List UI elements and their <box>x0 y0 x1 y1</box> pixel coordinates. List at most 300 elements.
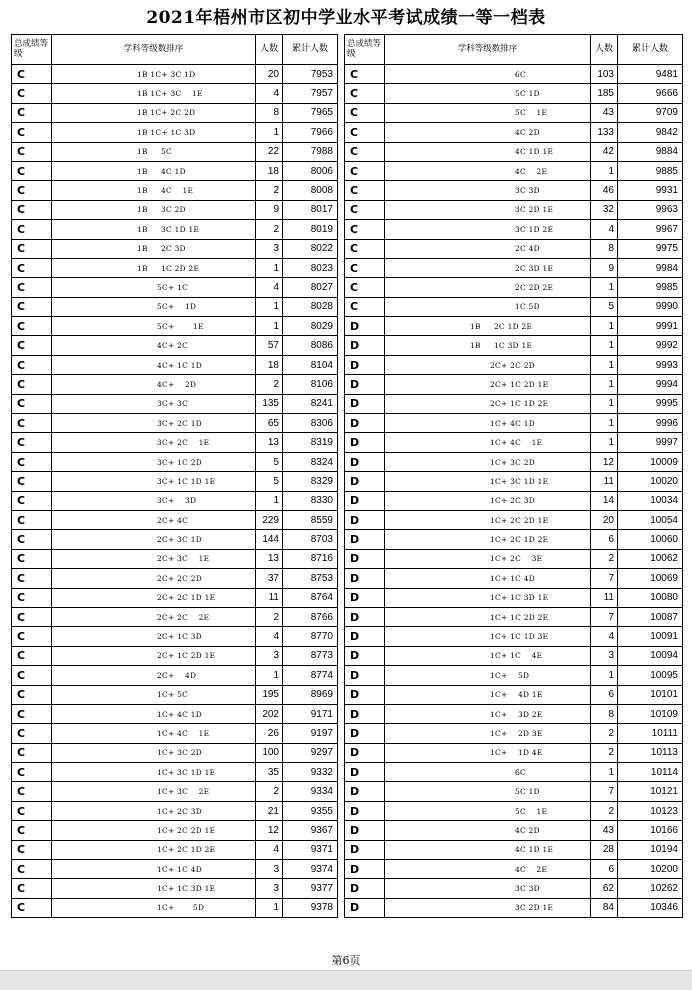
grade-cell: C <box>12 782 52 801</box>
combo-text: 1C+ 4C 1D <box>157 709 202 719</box>
cumulative-cell: 10123 <box>618 801 683 820</box>
combo-text: 1C+ 2C 3D <box>490 496 535 506</box>
cumulative-cell: 9709 <box>618 103 683 122</box>
cumulative-cell: 8773 <box>283 646 338 665</box>
table-row <box>345 258 683 277</box>
table-row <box>12 336 338 355</box>
grade-cell: C <box>12 763 52 782</box>
combo-cell <box>385 239 591 258</box>
count-cell: 3 <box>256 239 283 258</box>
count-cell: 11 <box>591 472 618 491</box>
cumulative-cell: 9885 <box>618 161 683 180</box>
count-cell: 1 <box>256 898 283 917</box>
count-cell: 13 <box>256 549 283 568</box>
header-grade: 总成绩等级 <box>345 35 385 65</box>
table-row <box>345 782 683 801</box>
grade-cell: C <box>345 239 385 258</box>
grade-cell: D <box>345 549 385 568</box>
table-row <box>345 239 683 258</box>
table-row <box>12 549 338 568</box>
combo-text: 1B 5C <box>137 147 172 157</box>
combo-cell <box>52 646 256 665</box>
combo-cell <box>385 452 591 471</box>
table-row <box>345 763 683 782</box>
cumulative-cell: 10087 <box>618 607 683 626</box>
combo-text: 3C+ 3D <box>157 496 197 506</box>
cumulative-cell: 8029 <box>283 317 338 336</box>
cumulative-cell: 7965 <box>283 103 338 122</box>
combo-text: 1C+ 3C 2D <box>490 457 535 467</box>
table-row <box>12 297 338 316</box>
combo-text: 3C 3D <box>515 186 540 196</box>
grade-cell: D <box>345 588 385 607</box>
count-cell: 65 <box>256 414 283 433</box>
combo-cell <box>385 433 591 452</box>
count-cell: 229 <box>256 510 283 529</box>
table-row <box>12 414 338 433</box>
table-row <box>345 549 683 568</box>
combo-cell <box>52 336 256 355</box>
combo-text: 1B 1C+ 2C 2D <box>137 108 196 118</box>
grade-cell: D <box>345 530 385 549</box>
table-row <box>12 123 338 142</box>
combo-text: 1C+ 4C 1E <box>157 728 210 738</box>
count-cell: 3 <box>591 646 618 665</box>
grade-cell: C <box>345 142 385 161</box>
cumulative-cell: 9355 <box>283 801 338 820</box>
rank-table-right <box>344 34 683 918</box>
combo-text: 1C+ 1C 3D 1E <box>157 884 216 894</box>
count-cell: 1 <box>591 763 618 782</box>
cumulative-cell: 8969 <box>283 685 338 704</box>
combo-cell <box>52 239 256 258</box>
combo-text: 1C+ 3C 1D 1E <box>157 767 216 777</box>
cumulative-cell: 8017 <box>283 200 338 219</box>
combo-text: 1B 3C 1D 1E <box>137 224 200 234</box>
cumulative-cell: 10020 <box>618 472 683 491</box>
combo-text: 4C+ 1C 1D <box>157 360 202 370</box>
cumulative-cell: 8104 <box>283 355 338 374</box>
count-cell: 1 <box>256 317 283 336</box>
count-cell: 8 <box>591 704 618 723</box>
combo-cell <box>52 685 256 704</box>
grade-cell: C <box>345 297 385 316</box>
table-row <box>12 782 338 801</box>
cumulative-cell: 9197 <box>283 724 338 743</box>
cumulative-cell: 10095 <box>618 666 683 685</box>
count-cell: 1 <box>591 394 618 413</box>
cumulative-cell: 9992 <box>618 336 683 355</box>
table-row <box>345 860 683 879</box>
combo-cell <box>385 821 591 840</box>
combo-cell <box>385 472 591 491</box>
table-row <box>12 821 338 840</box>
cumulative-cell: 8028 <box>283 297 338 316</box>
grade-cell: C <box>345 258 385 277</box>
count-cell: 4 <box>591 627 618 646</box>
combo-cell <box>52 801 256 820</box>
table-row <box>345 724 683 743</box>
grade-cell: D <box>345 452 385 471</box>
table-row <box>345 84 683 103</box>
count-cell: 26 <box>256 724 283 743</box>
table-row <box>12 142 338 161</box>
table-row <box>345 65 683 84</box>
combo-text: 1B 2C 3D <box>137 244 186 254</box>
cumulative-cell: 10034 <box>618 491 683 510</box>
grade-cell: C <box>12 297 52 316</box>
page-number: 第6页 <box>331 954 361 967</box>
count-cell: 9 <box>591 258 618 277</box>
cumulative-cell: 9967 <box>618 220 683 239</box>
count-cell: 2 <box>591 724 618 743</box>
combo-cell <box>52 588 256 607</box>
cumulative-cell: 10194 <box>618 840 683 859</box>
grade-cell: D <box>345 510 385 529</box>
combo-cell <box>52 394 256 413</box>
table-row <box>12 472 338 491</box>
count-cell: 4 <box>256 840 283 859</box>
count-cell: 12 <box>256 821 283 840</box>
combo-cell <box>52 840 256 859</box>
combo-text: 4C 2E <box>515 864 548 874</box>
grade-cell: C <box>12 607 52 626</box>
cumulative-cell: 8716 <box>283 549 338 568</box>
combo-text: 2C+ 2C 2D <box>490 360 535 370</box>
cumulative-cell: 10060 <box>618 530 683 549</box>
combo-text: 1B 1C+ 3C 1D <box>137 69 196 79</box>
table-row <box>12 879 338 898</box>
combo-text: 5C 1E <box>515 806 548 816</box>
count-cell: 46 <box>591 181 618 200</box>
table-row <box>345 491 683 510</box>
grade-cell: D <box>345 821 385 840</box>
grade-cell: C <box>345 84 385 103</box>
combo-cell <box>52 510 256 529</box>
count-cell: 6 <box>591 530 618 549</box>
count-cell: 1 <box>591 317 618 336</box>
grade-cell: C <box>12 724 52 743</box>
combo-text: 5C 1E <box>515 108 548 118</box>
combo-cell <box>52 763 256 782</box>
count-cell: 5 <box>591 297 618 316</box>
table-row <box>12 704 338 723</box>
table-row <box>12 375 338 394</box>
combo-cell <box>52 414 256 433</box>
combo-text: 4C 1D 1E <box>515 845 554 855</box>
count-cell: 195 <box>256 685 283 704</box>
table-row <box>345 607 683 626</box>
grade-cell: C <box>12 646 52 665</box>
combo-cell <box>52 278 256 297</box>
cumulative-cell: 10101 <box>618 685 683 704</box>
combo-cell <box>52 472 256 491</box>
combo-cell <box>385 510 591 529</box>
count-cell: 22 <box>256 142 283 161</box>
combo-text: 1C+ 1C 4D <box>490 573 535 583</box>
combo-cell <box>385 666 591 685</box>
combo-text: 4C 2D <box>515 127 540 137</box>
count-cell: 2 <box>591 743 618 762</box>
combo-text: 5C 1D <box>515 787 540 797</box>
combo-cell <box>385 549 591 568</box>
grade-cell: C <box>12 200 52 219</box>
table-row <box>345 704 683 723</box>
table-row <box>12 763 338 782</box>
table-row <box>12 569 338 588</box>
grade-cell: C <box>12 258 52 277</box>
table-row <box>12 181 338 200</box>
combo-cell <box>52 821 256 840</box>
count-cell: 8 <box>591 239 618 258</box>
combo-cell <box>52 452 256 471</box>
count-cell: 4 <box>256 84 283 103</box>
count-cell: 20 <box>256 65 283 84</box>
cumulative-cell: 10054 <box>618 510 683 529</box>
combo-cell <box>52 161 256 180</box>
combo-text: 1C+ 2C 1D 2E <box>490 535 549 545</box>
count-cell: 1 <box>591 666 618 685</box>
table-row <box>345 840 683 859</box>
combo-cell <box>52 433 256 452</box>
combo-cell <box>385 627 591 646</box>
table-row <box>12 220 338 239</box>
cumulative-cell: 9332 <box>283 763 338 782</box>
combo-text: 1C+ 4C 1D <box>490 418 535 428</box>
combo-cell <box>52 879 256 898</box>
grade-cell: C <box>12 549 52 568</box>
combo-text: 2C+ 2C 1D 1E <box>157 593 216 603</box>
grade-cell: C <box>12 278 52 297</box>
combo-cell <box>52 65 256 84</box>
table-row <box>12 646 338 665</box>
cumulative-cell: 10200 <box>618 860 683 879</box>
count-cell: 57 <box>256 336 283 355</box>
combo-cell <box>385 840 591 859</box>
table-row <box>345 452 683 471</box>
cumulative-cell: 10094 <box>618 646 683 665</box>
combo-cell <box>385 724 591 743</box>
combo-text: 1C+ 2C 3E <box>490 554 543 564</box>
combo-cell <box>52 142 256 161</box>
cumulative-cell: 9990 <box>618 297 683 316</box>
grade-cell: D <box>345 433 385 452</box>
grade-cell: C <box>12 588 52 607</box>
table-row <box>12 491 338 510</box>
combo-text: 2C+ 4C <box>157 515 189 525</box>
cumulative-cell: 9842 <box>618 123 683 142</box>
count-cell: 2 <box>256 220 283 239</box>
cumulative-cell: 8106 <box>283 375 338 394</box>
table-row <box>345 588 683 607</box>
grade-cell: D <box>345 569 385 588</box>
grade-cell: C <box>12 627 52 646</box>
count-cell: 100 <box>256 743 283 762</box>
combo-text: 2C+ 3C 1E <box>157 554 210 564</box>
cumulative-cell: 8559 <box>283 510 338 529</box>
combo-cell <box>385 801 591 820</box>
combo-text: 1B 4C 1E <box>137 186 194 196</box>
table-row <box>345 685 683 704</box>
cumulative-cell: 8319 <box>283 433 338 452</box>
combo-cell <box>385 394 591 413</box>
header-combo: 学科等级数排序 <box>52 35 256 65</box>
table-row <box>12 84 338 103</box>
count-cell: 1 <box>256 123 283 142</box>
combo-cell <box>385 782 591 801</box>
combo-text: 1C+ 3C 1D 1E <box>490 476 549 486</box>
cumulative-cell: 9994 <box>618 375 683 394</box>
combo-text: 2C 4D <box>515 244 540 254</box>
table-row <box>345 123 683 142</box>
cumulative-cell: 9985 <box>618 278 683 297</box>
combo-cell <box>385 161 591 180</box>
combo-cell <box>52 666 256 685</box>
combo-text: 1C+ 1C 1D 3E <box>490 632 549 642</box>
cumulative-cell: 9297 <box>283 743 338 762</box>
table-row <box>12 801 338 820</box>
header-combo: 学科等级数排序 <box>385 35 591 65</box>
grade-cell: D <box>345 491 385 510</box>
count-cell: 84 <box>591 898 618 917</box>
grade-cell: D <box>345 414 385 433</box>
count-cell: 8 <box>256 103 283 122</box>
grade-cell: D <box>345 666 385 685</box>
combo-cell <box>385 704 591 723</box>
grade-cell: C <box>345 200 385 219</box>
combo-cell <box>52 84 256 103</box>
combo-text: 5C+ 1C <box>157 282 189 292</box>
combo-text: 2C+ 1C 3D <box>157 632 202 642</box>
table-row <box>12 510 338 529</box>
combo-cell <box>385 200 591 219</box>
grade-cell: C <box>345 103 385 122</box>
grade-cell: C <box>12 103 52 122</box>
cumulative-cell: 9374 <box>283 860 338 879</box>
grade-cell: D <box>345 336 385 355</box>
combo-text: 1B 1C+ 1C 3D <box>137 127 196 137</box>
combo-text: 2C 2D 2E <box>515 282 554 292</box>
combo-text: 1C+ 4D 1E <box>490 690 543 700</box>
table-row <box>12 724 338 743</box>
combo-cell <box>385 278 591 297</box>
combo-cell <box>385 898 591 917</box>
combo-text: 3C+ 1C 1D 1E <box>157 476 216 486</box>
table-row <box>345 433 683 452</box>
cumulative-cell: 9993 <box>618 355 683 374</box>
cumulative-cell: 8753 <box>283 569 338 588</box>
cumulative-cell: 8774 <box>283 666 338 685</box>
combo-cell <box>52 704 256 723</box>
table-row <box>12 898 338 917</box>
cumulative-cell: 8008 <box>283 181 338 200</box>
combo-cell <box>385 65 591 84</box>
table-row <box>345 161 683 180</box>
cumulative-cell: 7966 <box>283 123 338 142</box>
combo-text: 1C+ 3C 2E <box>157 787 210 797</box>
count-cell: 42 <box>591 142 618 161</box>
grade-cell: D <box>345 472 385 491</box>
count-cell: 2 <box>256 375 283 394</box>
combo-text: 1C+ 1C 2D 2E <box>490 612 549 622</box>
table-row <box>12 317 338 336</box>
table-row <box>12 65 338 84</box>
cumulative-cell: 9666 <box>618 84 683 103</box>
cumulative-cell: 10262 <box>618 879 683 898</box>
grade-cell: D <box>345 646 385 665</box>
combo-text: 4C 2E <box>515 166 548 176</box>
combo-cell <box>385 103 591 122</box>
combo-text: 4C+ 2C <box>157 341 189 351</box>
combo-text: 3C+ 3C <box>157 399 189 409</box>
grade-cell: D <box>345 607 385 626</box>
count-cell: 1 <box>256 491 283 510</box>
grade-cell: D <box>345 724 385 743</box>
count-cell: 1 <box>256 297 283 316</box>
table-row <box>12 666 338 685</box>
count-cell: 62 <box>591 879 618 898</box>
count-cell: 4 <box>591 220 618 239</box>
combo-cell <box>52 549 256 568</box>
combo-cell <box>52 607 256 626</box>
combo-cell <box>52 375 256 394</box>
combo-text: 5C+ 1D <box>157 302 197 312</box>
grade-cell: C <box>12 743 52 762</box>
grade-cell: C <box>12 704 52 723</box>
table-header-row <box>345 35 683 65</box>
table-row <box>12 258 338 277</box>
cumulative-cell: 9884 <box>618 142 683 161</box>
table-row <box>345 666 683 685</box>
count-cell: 103 <box>591 65 618 84</box>
cumulative-cell: 8027 <box>283 278 338 297</box>
combo-text: 1C+ 1C 4D <box>157 864 202 874</box>
combo-cell <box>52 743 256 762</box>
count-cell: 1 <box>591 433 618 452</box>
table-row <box>12 530 338 549</box>
count-cell: 21 <box>256 801 283 820</box>
table-row <box>345 801 683 820</box>
cumulative-cell: 8019 <box>283 220 338 239</box>
combo-cell <box>385 336 591 355</box>
combo-text: 1C+ 1C 3D 1E <box>490 593 549 603</box>
combo-cell <box>52 258 256 277</box>
grade-cell: D <box>345 860 385 879</box>
grade-cell: D <box>345 394 385 413</box>
combo-text: 2C+ 2C 2E <box>157 612 210 622</box>
count-cell: 185 <box>591 84 618 103</box>
cumulative-cell: 10062 <box>618 549 683 568</box>
count-cell: 2 <box>256 782 283 801</box>
grade-cell: C <box>345 161 385 180</box>
count-cell: 3 <box>256 879 283 898</box>
table-row <box>12 433 338 452</box>
table-row <box>345 394 683 413</box>
combo-cell <box>385 317 591 336</box>
grade-cell: D <box>345 840 385 859</box>
grade-cell: D <box>345 743 385 762</box>
cumulative-cell: 10114 <box>618 763 683 782</box>
combo-text: 3C 2D 1E <box>515 903 554 913</box>
cumulative-cell: 10009 <box>618 452 683 471</box>
grade-cell: C <box>12 472 52 491</box>
combo-text: 1C+ 2C 3D <box>157 806 202 816</box>
table-row <box>345 200 683 219</box>
cumulative-cell: 8241 <box>283 394 338 413</box>
combo-text: 1C+ 5C <box>157 690 189 700</box>
combo-cell <box>385 879 591 898</box>
combo-cell <box>385 763 591 782</box>
